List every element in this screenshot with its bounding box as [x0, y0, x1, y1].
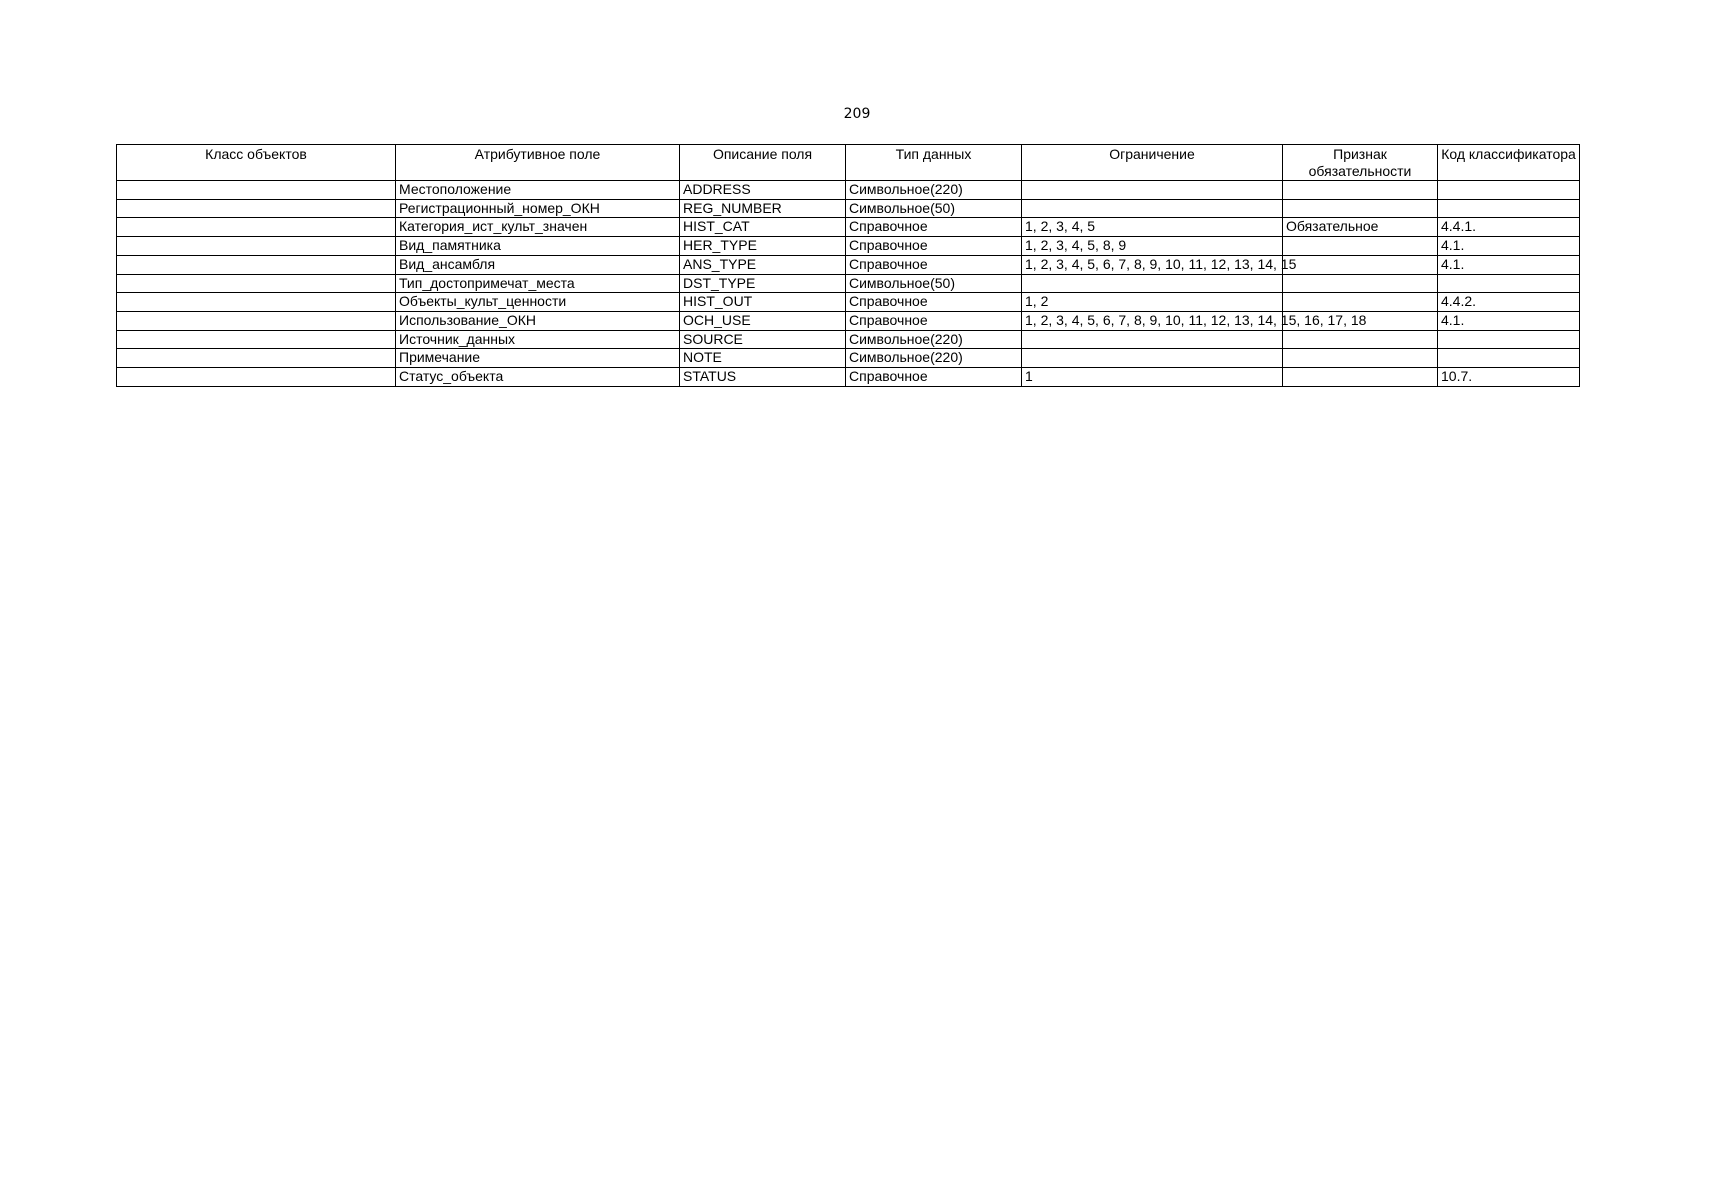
table-row: [117, 368, 1580, 387]
header-data-type: Тип данных: [846, 145, 1022, 181]
cell-attribute-field: Примечание: [396, 349, 680, 368]
cell-field-description: DST_TYPE: [680, 274, 846, 293]
cell-object-class: [117, 237, 396, 256]
cell-data-type: Символьное(50): [846, 199, 1022, 218]
cell-classifier-code: 4.4.1.: [1438, 218, 1580, 237]
table-header: [117, 145, 1580, 181]
cell-attribute-field: Местоположение: [396, 181, 680, 200]
cell-object-class: [117, 311, 396, 330]
cell-object-class: [117, 181, 396, 200]
table-row: [117, 237, 1580, 256]
cell-attribute-field: Объекты_культ_ценности: [396, 293, 680, 312]
cell-limitation: 1, 2, 3, 4, 5: [1022, 218, 1283, 237]
cell-classifier-code: [1438, 330, 1580, 349]
cell-data-type: Символьное(220): [846, 349, 1022, 368]
table-row: [117, 274, 1580, 293]
cell-classifier-code: 4.1.: [1438, 255, 1580, 274]
cell-classifier-code: [1438, 199, 1580, 218]
cell-classifier-code: 4.1.: [1438, 237, 1580, 256]
cell-attribute-field: Тип_достопримечат_места: [396, 274, 680, 293]
header-required-flag: Признак обязательности: [1283, 145, 1438, 181]
cell-required-flag: [1283, 181, 1438, 200]
cell-data-type: Справочное: [846, 293, 1022, 312]
cell-data-type: Справочное: [846, 255, 1022, 274]
cell-data-type: Справочное: [846, 311, 1022, 330]
cell-object-class: [117, 199, 396, 218]
cell-field-description: ADDRESS: [680, 181, 846, 200]
cell-classifier-code: [1438, 274, 1580, 293]
cell-data-type: Справочное: [846, 237, 1022, 256]
cell-field-description: HER_TYPE: [680, 237, 846, 256]
cell-attribute-field: Вид_памятника: [396, 237, 680, 256]
cell-attribute-field: Источник_данных: [396, 330, 680, 349]
cell-object-class: [117, 349, 396, 368]
cell-data-type: Символьное(220): [846, 330, 1022, 349]
cell-required-flag: [1283, 368, 1438, 387]
table-row: [117, 181, 1580, 200]
attribute-table: [116, 144, 1580, 387]
cell-field-description: HIST_OUT: [680, 293, 846, 312]
cell-attribute-field: Статус_объекта: [396, 368, 680, 387]
table-row: [117, 330, 1580, 349]
cell-classifier-code: 4.1.: [1438, 311, 1580, 330]
cell-field-description: OCH_USE: [680, 311, 846, 330]
cell-field-description: SOURCE: [680, 330, 846, 349]
cell-field-description: ANS_TYPE: [680, 255, 846, 274]
cell-limitation: [1022, 199, 1283, 218]
cell-limitation: [1022, 181, 1283, 200]
table-row: [117, 199, 1580, 218]
cell-limitation: 1: [1022, 368, 1283, 387]
table-row: [117, 311, 1580, 330]
cell-classifier-code: [1438, 349, 1580, 368]
cell-object-class: [117, 293, 396, 312]
cell-required-flag: Обязательное: [1283, 218, 1438, 237]
cell-required-flag: [1283, 274, 1438, 293]
cell-required-flag: [1283, 349, 1438, 368]
cell-field-description: REG_NUMBER: [680, 199, 846, 218]
header-attribute-field: Атрибутивное поле: [396, 145, 680, 181]
cell-object-class: [117, 330, 396, 349]
table-body: [117, 181, 1580, 387]
cell-limitation: 1, 2: [1022, 293, 1283, 312]
cell-classifier-code: [1438, 181, 1580, 200]
cell-attribute-field: Использование_ОКН: [396, 311, 680, 330]
table-row: [117, 218, 1580, 237]
cell-limitation: [1022, 274, 1283, 293]
cell-data-type: Справочное: [846, 218, 1022, 237]
header-classifier-code: Код классификатора: [1438, 145, 1580, 181]
cell-attribute-field: Категория_ист_культ_значен: [396, 218, 680, 237]
cell-limitation: [1022, 330, 1283, 349]
cell-required-flag: [1283, 330, 1438, 349]
cell-limitation: 1, 2, 3, 4, 5, 8, 9: [1022, 237, 1283, 256]
cell-data-type: Символьное(220): [846, 181, 1022, 200]
cell-classifier-code: 10.7.: [1438, 368, 1580, 387]
cell-required-flag: [1283, 255, 1438, 274]
page-number: 209: [843, 106, 871, 122]
cell-classifier-code: 4.4.2.: [1438, 293, 1580, 312]
header-field-description: Описание поля: [680, 145, 846, 181]
cell-required-flag: [1283, 199, 1438, 218]
cell-limitation: 1, 2, 3, 4, 5, 6, 7, 8, 9, 10, 11, 12, 13, 14, 15, 16, 17, 18: [1022, 311, 1283, 330]
cell-required-flag: [1283, 293, 1438, 312]
cell-attribute-field: Регистрационный_номер_ОКН: [396, 199, 680, 218]
cell-field-description: NOTE: [680, 349, 846, 368]
cell-object-class: [117, 255, 396, 274]
cell-data-type: Справочное: [846, 368, 1022, 387]
table-row: [117, 293, 1580, 312]
header-limitation: Ограничение: [1022, 145, 1283, 181]
cell-attribute-field: Вид_ансамбля: [396, 255, 680, 274]
cell-limitation: [1022, 349, 1283, 368]
header-row: [117, 145, 1580, 181]
header-object-class: Класс объектов: [117, 145, 396, 181]
cell-object-class: [117, 368, 396, 387]
cell-field-description: HIST_CAT: [680, 218, 846, 237]
cell-object-class: [117, 274, 396, 293]
table-row: [117, 349, 1580, 368]
cell-required-flag: [1283, 237, 1438, 256]
cell-limitation: 1, 2, 3, 4, 5, 6, 7, 8, 9, 10, 11, 12, 13, 14, 15: [1022, 255, 1283, 274]
cell-field-description: STATUS: [680, 368, 846, 387]
cell-data-type: Символьное(50): [846, 274, 1022, 293]
table-row: [117, 255, 1580, 274]
cell-object-class: [117, 218, 396, 237]
